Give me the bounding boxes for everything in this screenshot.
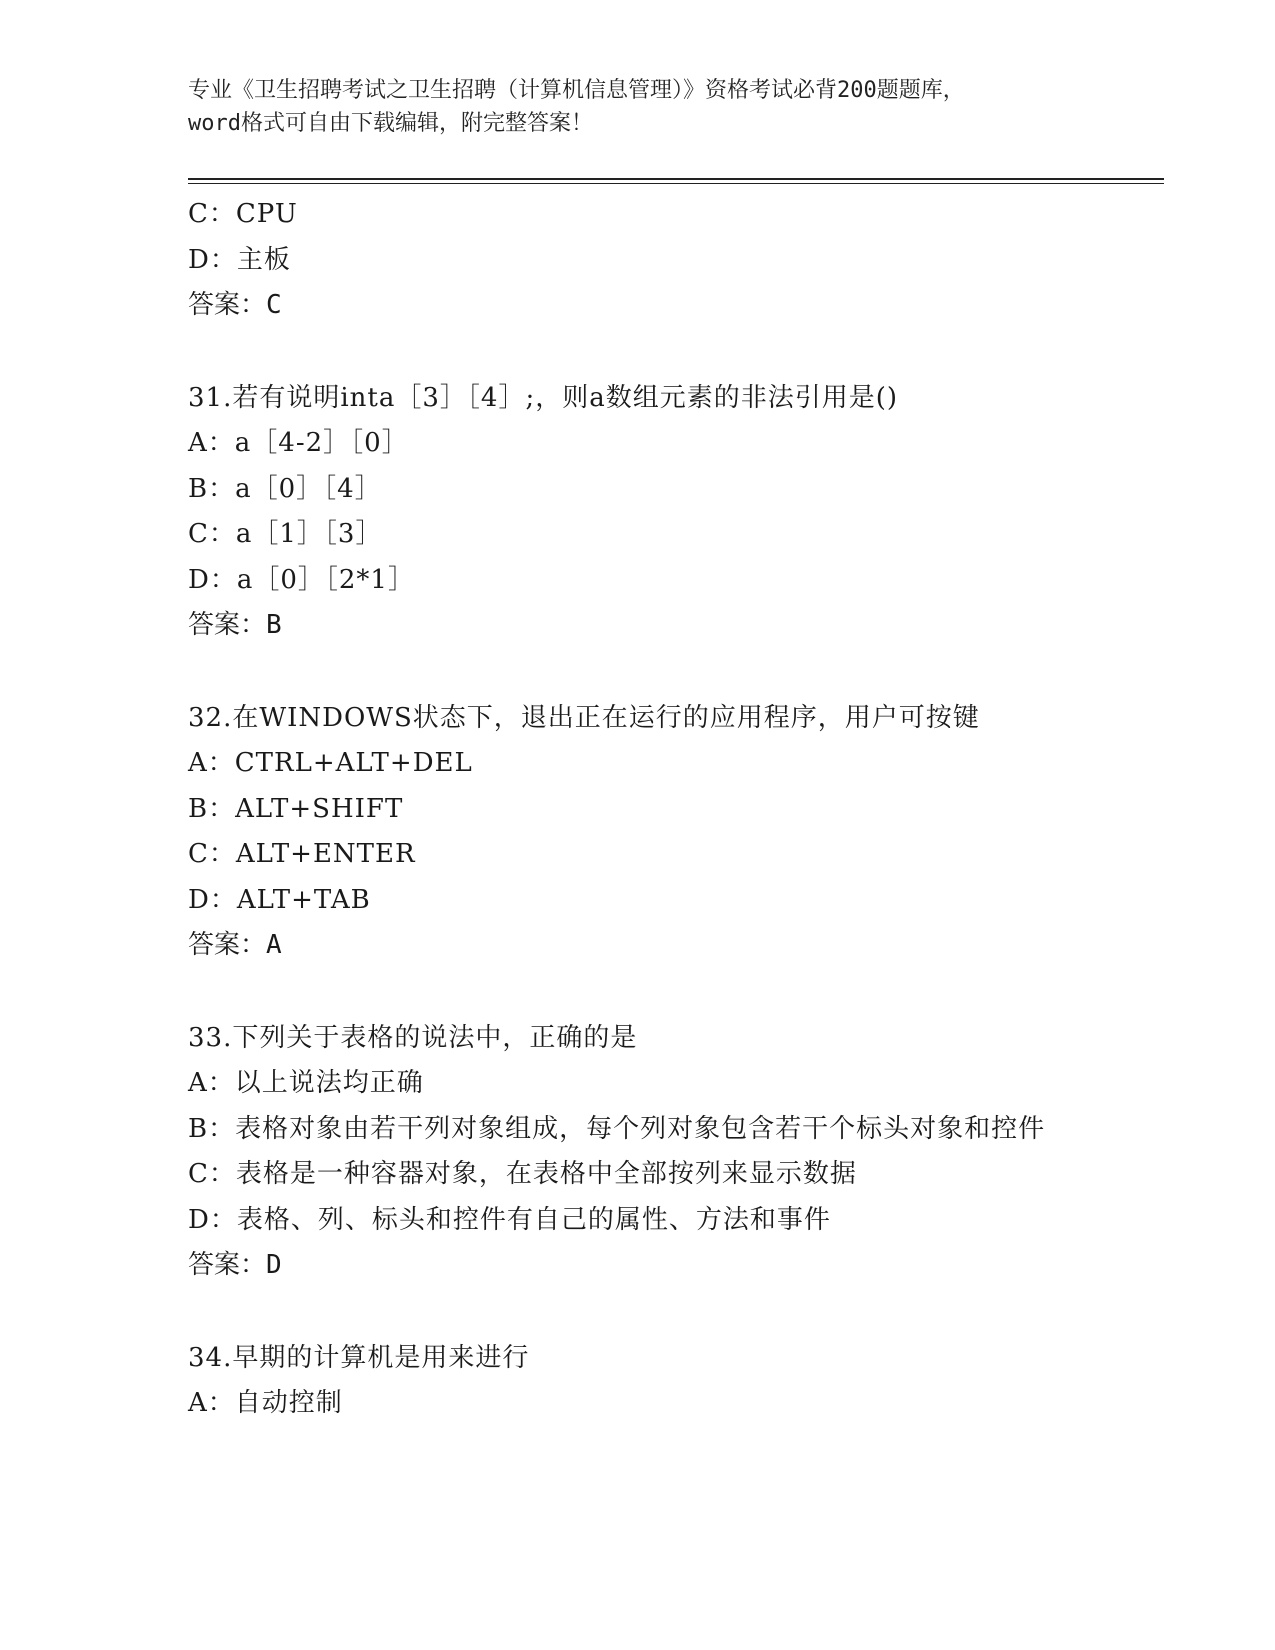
answer-line: 答案：D: [188, 1250, 282, 1280]
answer-line: 答案：B: [188, 610, 282, 640]
question-block: [188, 192, 1088, 329]
question-text: 31.若有说明inta［3］［4］;，则a数组元素的非法引用是(): [188, 382, 898, 413]
option-d: D：ALT+TAB: [188, 884, 371, 915]
option-c: C：ALT+ENTER: [188, 839, 416, 869]
option-d: D：表格、列、标头和控件有自己的属性、方法和事件: [188, 1204, 831, 1235]
option-c: C：CPU: [188, 199, 298, 229]
option-b: B：a［0］［4］: [188, 473, 382, 504]
option-c: C：a［1］［3］: [188, 519, 383, 549]
option-b: B：ALT+SHIFT: [188, 793, 404, 824]
question-block: [188, 1336, 1088, 1427]
option-b: B：表格对象由若干列对象组成，每个列对象包含若干个标头对象和控件: [188, 1113, 1046, 1144]
header-line-1: 专业《卫生招聘考试之卫生招聘（计算机信息管理）》资格考试必背200题题库，: [188, 78, 965, 103]
question-text: 33.下列关于表格的说法中，正确的是: [188, 1022, 638, 1053]
answer-line: 答案：C: [188, 290, 282, 320]
option-d: D：a［0］［2*1］: [188, 564, 415, 595]
option-a: A：CTRL+ALT+DEL: [188, 748, 473, 778]
document-header: [188, 74, 1088, 140]
question-list: [188, 192, 1088, 1427]
option-c: C：表格是一种容器对象，在表格中全部按列来显示数据: [188, 1159, 857, 1189]
header-line-2: word格式可自由下载编辑，附完整答案！: [188, 111, 593, 136]
option-d: D：主板: [188, 244, 291, 275]
option-a: A：以上说法均正确: [188, 1068, 424, 1098]
question-block: [188, 376, 1088, 649]
header-rule-thick: [188, 178, 1164, 180]
question-block: [188, 696, 1088, 969]
header-rule-thin: [188, 183, 1164, 184]
question-text: 32.在WINDOWS状态下，退出正在运行的应用程序，用户可按键: [188, 702, 980, 733]
question-block: [188, 1016, 1088, 1289]
option-a: A：自动控制: [188, 1388, 343, 1418]
option-a: A：a［4-2］［0］: [188, 428, 409, 458]
answer-line: 答案：A: [188, 930, 282, 960]
question-text: 34.早期的计算机是用来进行: [188, 1342, 530, 1373]
